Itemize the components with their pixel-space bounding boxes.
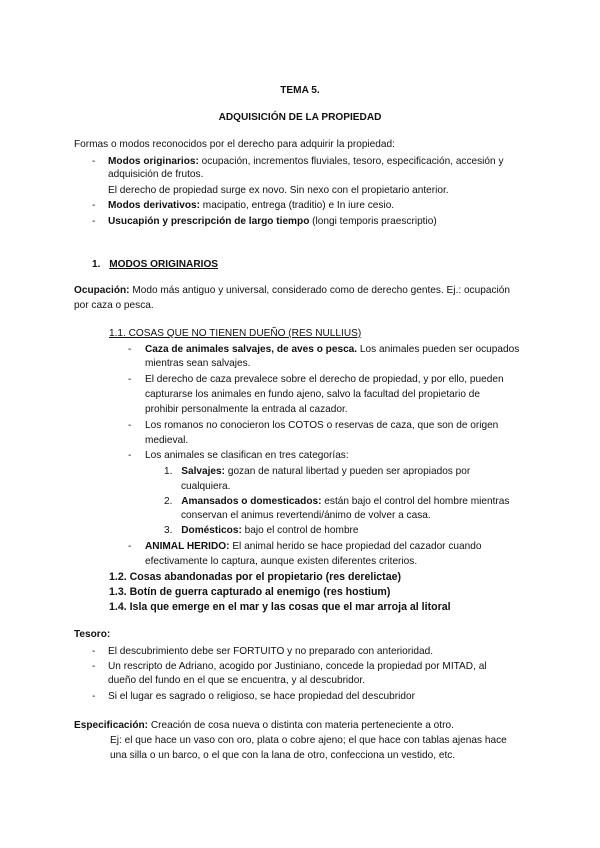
categoria-text: bajo el control de hombre	[244, 525, 359, 536]
list-dash: -	[128, 420, 132, 431]
categoria-label: Domésticos:	[181, 525, 242, 536]
animal-herido-cont: efectivamente lo captura, aunque existen diferentes criterios.	[145, 556, 418, 567]
categoria-text: están bajo el control del hombre mientras	[324, 496, 510, 507]
tesoro-bullet-1: El descubrimiento debe ser FORTUITO y no preparado con anterioridad.	[108, 646, 434, 657]
derecho-caza-line1: El derecho de caza prevalece sobre el derecho de propiedad, y por ello, pueden	[145, 374, 504, 385]
categorias-intro: Los animales se clasifican en tres categorías:	[145, 450, 349, 461]
list-dash: -	[128, 344, 132, 355]
especificacion-paragraph	[74, 719, 454, 732]
subsection-1-2: 1.2. Cosas abandonadas por el propietario (res derelictae)	[109, 571, 402, 583]
caza-bullet	[145, 343, 519, 356]
list-dash: -	[92, 216, 96, 227]
subsection-1-4: 1.4. Isla que emerge en el mar y las cosas que el mar arroja al litoral	[109, 601, 451, 613]
ocupacion-paragraph	[74, 284, 510, 297]
originarios-label: Modos originarios:	[108, 156, 199, 167]
especificacion-label: Especificación:	[74, 720, 149, 731]
tesoro-bullet-2-cont: dueño del fundo en el que se encuentra, y al descubridor.	[108, 675, 366, 686]
categoria-number: 3.	[164, 525, 173, 536]
especificacion-example-1: Ej: el que hace un vaso con oro, plata o cobre ajeno; el que hace con tablas ajenas hace	[110, 735, 507, 746]
caza-bullet-bold: Caza de animales salvajes, de aves o pesca.	[145, 344, 358, 355]
categoria-number: 2.	[164, 496, 173, 507]
list-dash: -	[92, 691, 96, 702]
ocupacion-label: Ocupación:	[74, 285, 130, 296]
list-dash: -	[92, 661, 96, 672]
subsection-1-3: 1.3. Botín de guerra capturado al enemigo (res hostium)	[109, 586, 391, 598]
list-dash: -	[128, 374, 132, 385]
cotos-line2: medieval.	[145, 435, 189, 446]
tema-number: TEMA 5.	[280, 85, 320, 96]
categoria-number: 1.	[164, 466, 173, 477]
derivativos-text: macipatio, entrega (traditio) e In iure cesio.	[202, 200, 395, 211]
derivativos-label: Modos derivativos:	[108, 200, 200, 211]
list-dash: -	[128, 450, 132, 461]
tesoro-bullet-2: Un rescripto de Adriano, acogido por Justiniano, concede la propiedad por MITAD, al	[108, 661, 487, 672]
page-title: ADQUISICIÓN DE LA PROPIEDAD	[218, 112, 382, 123]
caza-bullet-text: Los animales pueden ser ocupados	[359, 344, 520, 355]
ocupacion-text-cont: por caza o pesca.	[74, 300, 154, 311]
categoria-label: Amansados o domesticados:	[181, 496, 322, 507]
originarios-text: ocupación, incrementos fluviales, tesoro, especificación, accesión y	[201, 156, 504, 167]
animal-herido-text: El animal herido se hace propiedad del cazador cuando	[232, 541, 482, 552]
categoria-label: Salvajes:	[181, 466, 226, 477]
categoria-1-cont: cualquiera.	[181, 481, 231, 492]
list-item-originarios	[108, 155, 504, 168]
categoria-2	[164, 495, 509, 508]
tesoro-label: Tesoro:	[74, 629, 111, 640]
originarios-note: El derecho de propiedad surge ex novo. Sin nexo con el propietario anterior.	[108, 185, 449, 196]
originarios-text-cont: adquisición de frutos.	[108, 169, 204, 180]
categoria-text: gozan de natural libertad y pueden ser apropiados por	[227, 466, 471, 477]
list-item-usucapion	[108, 215, 437, 228]
usucapion-text: (longi temporis praescriptio)	[312, 216, 437, 227]
list-item-derivativos	[108, 199, 394, 212]
list-dash: -	[92, 646, 96, 657]
categoria-1	[164, 465, 470, 478]
section-1-heading	[92, 258, 218, 271]
tesoro-bullet-3: Si el lugar es sagrado o religioso, se hace propiedad del descubridor	[108, 691, 415, 702]
derecho-caza-line2: capturarse los animales en fundo ajeno, salvo la facultad del propietario de	[145, 389, 480, 400]
categoria-3	[164, 524, 359, 537]
cotos-line1: Los romanos no conocieron los COTOS o reservas de caza, que son de origen	[145, 420, 499, 431]
especificacion-text: Creación de cosa nueva o distinta con materia perteneciente a otro.	[150, 720, 454, 731]
list-dash: -	[92, 200, 96, 211]
ocupacion-text: Modo más antiguo y universal, considerado como de derecho gentes. Ej.: ocupación	[132, 285, 510, 296]
animal-herido-bullet	[145, 540, 481, 553]
section-1-number: 1.	[92, 259, 101, 270]
list-dash: -	[128, 541, 132, 552]
list-dash: -	[92, 156, 96, 167]
intro-text: Formas o modos reconocidos por el derecho para adquirir la propiedad:	[74, 139, 395, 150]
animal-herido-label: ANIMAL HERIDO:	[145, 541, 230, 552]
caza-bullet-cont: mientras sean salvajes.	[145, 358, 251, 369]
usucapion-label: Usucapión y prescripción de largo tiempo	[108, 216, 310, 227]
section-1-title: MODOS ORIGINARIOS	[109, 259, 219, 270]
categoria-2-cont: conservan el animus revertendi/ánimo de volver a casa.	[181, 510, 431, 521]
derecho-caza-line3: prohibir personalmente la entrada al cazador.	[145, 404, 348, 415]
subsection-1-1-title: 1.1. COSAS QUE NO TIENEN DUEÑO (RES NULLIUS)	[109, 328, 362, 339]
especificacion-example-2: una silla o un barco, o el que con la lana de otro, confecciona un vestido, etc.	[110, 750, 456, 761]
